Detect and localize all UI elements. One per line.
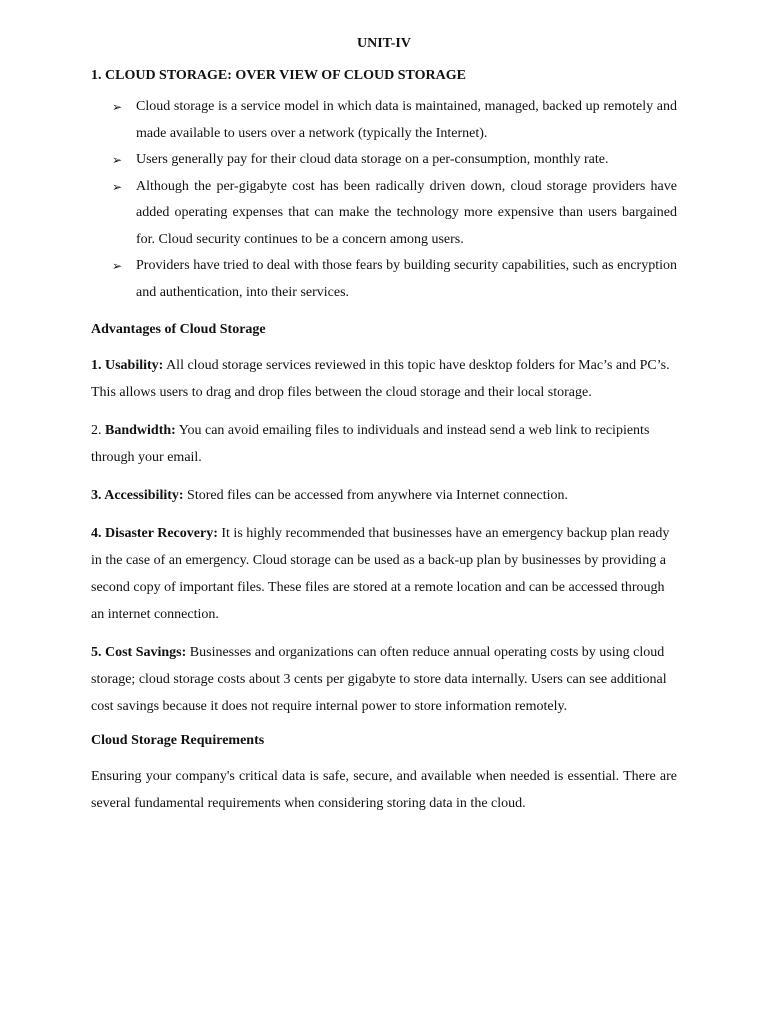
advantages-heading: Advantages of Cloud Storage xyxy=(91,322,266,337)
advantage-number: 2. xyxy=(91,423,105,438)
arrowhead-bullet-icon: ➢ xyxy=(112,259,123,273)
bullet-text: Providers have tried to deal with those fears by building security capabilities, such as encryption and authentication, into their services. xyxy=(136,258,677,300)
advantage-text: You can avoid emailing files to individuals and instead send a web link to recipients through your email. xyxy=(91,423,650,465)
advantage-accessibility xyxy=(91,482,677,509)
advantage-cost-savings xyxy=(91,639,677,720)
unit-title: UNIT-IV xyxy=(357,36,411,51)
section-heading: 1. CLOUD STORAGE: OVER VIEW OF CLOUD STORAGE xyxy=(91,68,466,83)
advantage-label: 5. Cost Savings: xyxy=(91,645,187,660)
requirements-paragraph: Ensuring your company's critical data is safe, secure, and available when needed is essential. There are several fundamental requirements when considering storing data in the cloud. xyxy=(91,769,677,811)
arrowhead-bullet-icon: ➢ xyxy=(112,153,123,167)
overview-bullet-list xyxy=(91,94,677,306)
advantage-text: Stored files can be accessed from anywhere via Internet connection. xyxy=(183,488,568,503)
bullet-item xyxy=(91,253,677,306)
advantage-text: All cloud storage services reviewed in this topic have desktop folders for Mac’s and PC’s. This allows users to drag and drop files between the cloud storage and their local storage. xyxy=(91,358,670,400)
bullet-item xyxy=(91,174,677,254)
advantage-disaster-recovery xyxy=(91,520,677,628)
advantage-text: It is highly recommended that businesses have an emergency backup plan ready in the case of an emergency. Cloud storage can be used as a back-up plan by businesses by providing a second copy of important files. These files are stored at a remote location and can be accessed through an internet connection. xyxy=(91,526,670,622)
advantage-bandwidth xyxy=(91,417,677,471)
bullet-text: Users generally pay for their cloud data storage on a per-consumption, monthly rate. xyxy=(136,152,609,167)
bullet-text: Although the per-gigabyte cost has been radically driven down, cloud storage providers have added operating expenses that can make the technology more expensive than users bargained for. Cloud security continues to be a concern among users. xyxy=(136,178,677,247)
bullet-item xyxy=(91,94,677,147)
arrowhead-bullet-icon: ➢ xyxy=(112,100,123,114)
advantage-text: Businesses and organizations can often reduce annual operating costs by using cloud storage; cloud storage costs about 3 cents per gigabyte to store data internally. Users can see additional cost savings because it does not require internal power to store information remotely. xyxy=(91,645,667,714)
advantage-label: 1. Usability: xyxy=(91,358,164,373)
bullet-item xyxy=(91,147,677,174)
requirements-heading: Cloud Storage Requirements xyxy=(91,733,265,748)
advantage-label: 4. Disaster Recovery: xyxy=(91,526,218,541)
advantage-label: 3. Accessibility: xyxy=(91,488,184,503)
bullet-text: Cloud storage is a service model in which data is maintained, managed, backed up remotely and made available to users over a network (typically the Internet). xyxy=(136,99,677,141)
advantage-usability xyxy=(91,352,677,406)
arrowhead-bullet-icon: ➢ xyxy=(112,179,123,194)
advantage-label: Bandwidth: xyxy=(105,423,176,438)
